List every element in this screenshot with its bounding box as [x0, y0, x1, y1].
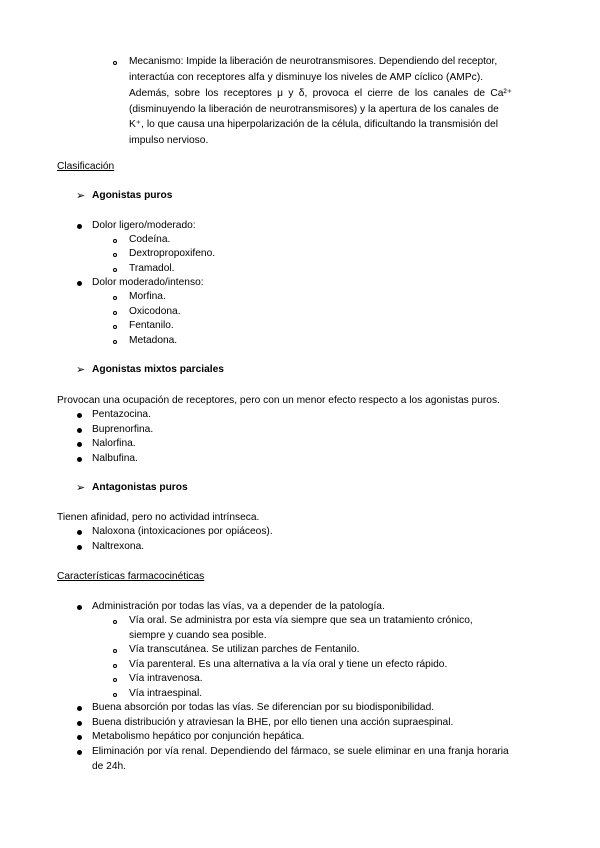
- bullet-marker: [77, 457, 82, 462]
- bullet-marker: [77, 605, 82, 610]
- sub-bullet-marker: [113, 239, 117, 243]
- list-item: Codeína.: [129, 234, 171, 245]
- sub-bullet-marker: [113, 296, 117, 300]
- list-item-continuation: de 24h.: [92, 761, 126, 772]
- section-title-farmacocinetica: Características farmacocinéticas: [57, 571, 205, 582]
- mechanism-line: impulso nervioso.: [129, 135, 209, 146]
- bullet-marker: [77, 721, 82, 726]
- bullet-marker: [77, 224, 82, 229]
- list-item: Vía oral. Se administra por esta vía siempre que sea un tratamiento crónico,: [129, 615, 473, 626]
- list-item: Buena distribución y atraviesan la BHE, por ello tienen una acción supraespinal.: [92, 717, 454, 728]
- arrow-bullet-icon: ➢: [76, 364, 86, 376]
- list-item: Metadona.: [129, 335, 178, 346]
- list-item: Nalorfina.: [92, 438, 136, 449]
- bullet-marker: [77, 413, 82, 418]
- list-item: Dextropropoxifeno.: [129, 248, 216, 259]
- list-item: Nalbufina.: [92, 453, 138, 464]
- bullet-marker: [77, 750, 82, 755]
- sub-bullet-marker: [113, 649, 117, 653]
- list-item: Administración por todas las vías, va a depender de la patología.: [92, 601, 385, 612]
- list-item: Naloxona (intoxicaciones por opiáceos).: [92, 526, 273, 537]
- mechanism-line: Mecanismo: Impide la liberación de neurotransmisores. Dependiendo del receptor,: [129, 56, 498, 67]
- sub-bullet-marker: [113, 253, 117, 257]
- arrow-bullet-icon: ➢: [76, 190, 86, 202]
- list-item-continuation: siempre y cuando sea posible.: [129, 630, 267, 641]
- sub-bullet-marker: [113, 61, 117, 65]
- list-item: Dolor moderado/intenso:: [92, 277, 204, 288]
- sub-bullet-marker: [113, 268, 117, 272]
- section-title-clasificacion: Clasificación: [57, 161, 115, 172]
- mechanism-line: (disminuyendo la liberación de neurotransmisores) y la apertura de los canales de: [129, 104, 499, 115]
- list-item: Dolor ligero/moderado:: [92, 220, 196, 231]
- bullet-marker: [77, 530, 82, 535]
- bullet-marker: [77, 428, 82, 433]
- list-item: Buena absorción por todas las vías. Se diferencian por su biodisponibilidad.: [92, 702, 435, 713]
- mechanism-line: interactúa con receptores alfa y disminuye los niveles de AMP cíclico (AMPc).: [129, 72, 484, 83]
- list-item: Vía parenteral. Es una alternativa a la vía oral y tiene un efecto rápido.: [129, 659, 448, 670]
- bullet-marker: [77, 706, 82, 711]
- list-item: Vía intraespinal.: [129, 688, 203, 699]
- sub-bullet-marker: [113, 311, 117, 315]
- sub-bullet-marker: [113, 325, 117, 329]
- sub-bullet-marker: [113, 678, 117, 682]
- list-item: Naltrexona.: [92, 541, 145, 552]
- intro-text: Tienen afinidad, pero no actividad intrínseca.: [57, 512, 260, 523]
- sub-bullet-marker: [113, 340, 117, 344]
- list-item: Vía transcutánea. Se utilizan parches de Fentanilo.: [129, 644, 360, 655]
- sub-bullet-marker: [113, 664, 117, 668]
- list-item: Fentanilo.: [129, 320, 174, 331]
- list-item: Vía intravenosa.: [129, 673, 203, 684]
- list-item: Morfina.: [129, 291, 166, 302]
- mechanism-line: Además, sobre los receptores μ y δ, provoca el cierre de los canales de Ca²⁺: [129, 88, 513, 99]
- list-item: Metabolismo hepático por conjunción hepática.: [92, 731, 305, 742]
- sub-bullet-marker: [113, 693, 117, 697]
- mechanism-line: K⁺, lo que causa una hiperpolarización de la célula, dificultando la transmisión del: [129, 119, 498, 130]
- list-item: Pentazocina.: [92, 409, 151, 420]
- heading-antagonistas: Antagonistas puros: [92, 482, 188, 493]
- bullet-marker: [77, 735, 82, 740]
- bullet-marker: [77, 442, 82, 447]
- heading-agonistas-puros: Agonistas puros: [92, 190, 173, 201]
- bullet-marker: [77, 281, 82, 286]
- list-item: Oxicodona.: [129, 306, 181, 317]
- bullet-marker: [77, 545, 82, 550]
- heading-agonistas-mixtos: Agonistas mixtos parciales: [92, 364, 224, 375]
- list-item: Buprenorfina.: [92, 424, 154, 435]
- list-item: Tramadol.: [129, 263, 175, 274]
- intro-text: Provocan una ocupación de receptores, pero con un menor efecto respecto a los agonistas puros.: [57, 395, 500, 406]
- list-item: Eliminación por vía renal. Dependiendo del fármaco, se suele eliminar en una franja horaria: [92, 746, 509, 757]
- sub-bullet-marker: [113, 620, 117, 624]
- arrow-bullet-icon: ➢: [76, 482, 86, 494]
